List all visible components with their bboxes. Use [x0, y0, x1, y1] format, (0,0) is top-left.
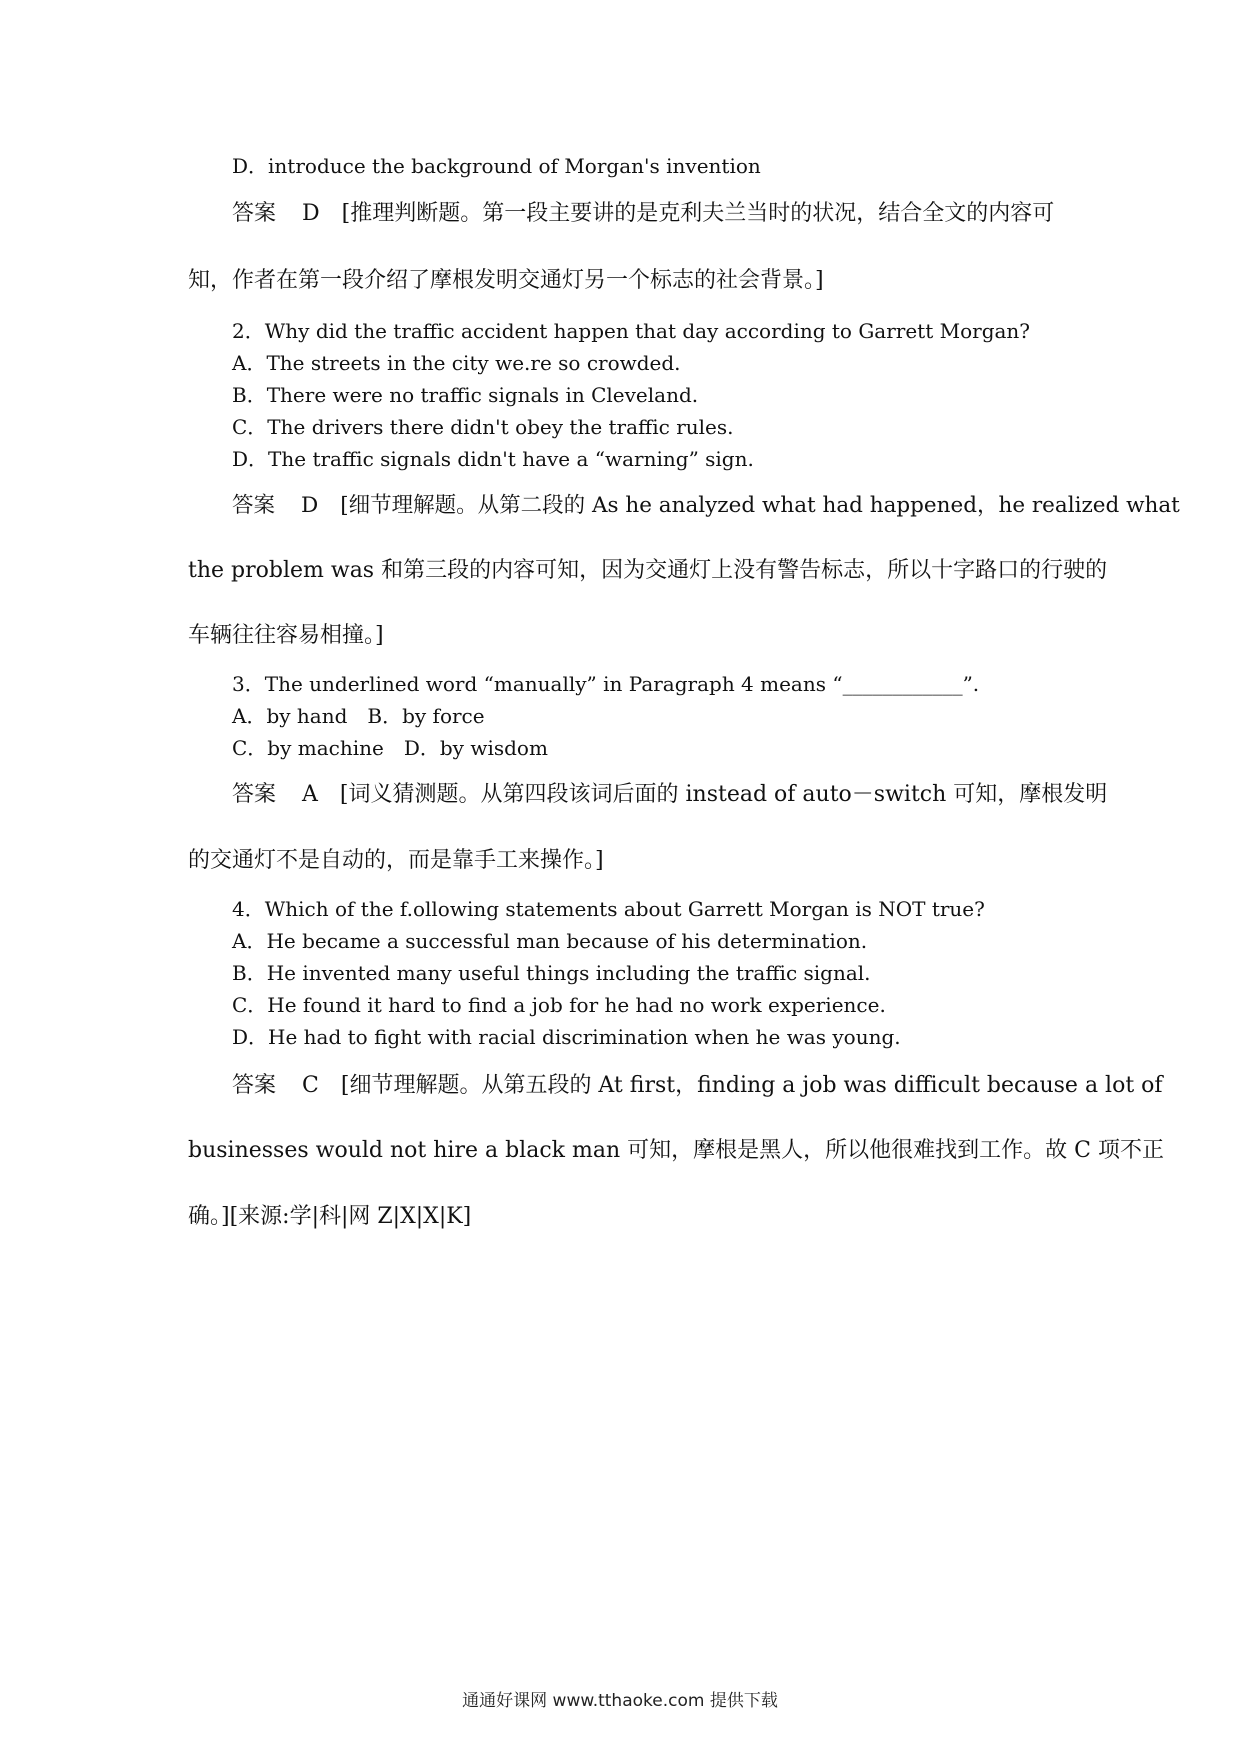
answer-explanation: [词义猜测题。从第四段该词后面的 instead of auto－switch 可知，摩根发明 [339, 782, 1108, 807]
q3-options-cd: C．by machine D．by wisdom [232, 736, 548, 760]
q4-answer-line2: businesses would not hire a black man 可知，摩根是黑人，所以他很难找到工作。故 C 项不正 [188, 1138, 1164, 1163]
q1-answer-line1 [232, 201, 1054, 227]
q2-option-a: A．The streets in the city we.re so crowded. [232, 351, 681, 375]
answer-letter: C [302, 1073, 319, 1098]
answer-explanation: [细节理解题。从第二段的 As he analyzed what had happened，he realized what [340, 493, 1180, 518]
q2-answer-line3: 车辆往往容易相撞。] [188, 623, 384, 648]
answer-tag: 答案 [232, 201, 277, 226]
q3-options-ab: A．by hand B．by force [232, 704, 485, 728]
q2-option-c: C．The drivers there didn't obey the traffic rules. [232, 415, 734, 439]
answer-tag: 答案 [232, 782, 277, 807]
q2-answer-line2: the problem was 和第三段的内容可知，因为交通灯上没有警告标志，所以十字路口的行驶的 [188, 558, 1108, 583]
q4-option-b: B．He invented many useful things including the traffic signal. [232, 961, 871, 985]
q1-answer-line2: 知，作者在第一段介绍了摩根发明交通灯另一个标志的社会背景。] [188, 268, 824, 293]
q4-answer-line3: 确。][来源:学|科|网 Z|X|X|K] [188, 1204, 472, 1229]
answer-letter: D [301, 493, 319, 518]
q3-answer-line1 [232, 782, 1107, 808]
q1-option-d: D．introduce the background of Morgan's invention [232, 154, 761, 178]
q4-option-a: A．He became a successful man because of his determination. [232, 929, 868, 953]
q4-option-d: D．He had to fight with racial discrimination when he was young. [232, 1025, 901, 1049]
q4-answer-line1 [232, 1073, 1163, 1099]
q2-option-d: D．The traffic signals didn't have a “warning” sign. [232, 447, 754, 471]
q2-stem: 2．Why did the traffic accident happen that day according to Garrett Morgan? [232, 319, 1031, 343]
q3-stem: 3．The underlined word “manually” in Paragraph 4 means “____________”. [232, 672, 980, 696]
q4-option-c: C．He found it hard to find a job for he had no work experience. [232, 993, 886, 1017]
q2-answer-line1 [232, 493, 1180, 519]
answer-tag: 答案 [232, 1073, 277, 1098]
answer-tag: 答案 [232, 493, 276, 518]
q2-option-b: B．There were no traffic signals in Cleveland. [232, 383, 699, 407]
answer-letter: A [302, 782, 318, 807]
answer-explanation: [推理判断题。第一段主要讲的是克利夫兰当时的状况，结合全文的内容可 [341, 201, 1055, 226]
page-footer: 通通好课网 www.tthaoke.com 提供下载 [462, 1691, 778, 1711]
answer-explanation: [细节理解题。从第五段的 At first，finding a job was difficult because a lot of [340, 1073, 1163, 1098]
q3-answer-line2: 的交通灯不是自动的，而是靠手工来操作。] [188, 848, 604, 873]
q4-stem: 4．Which of the f.ollowing statements about Garrett Morgan is NOT true? [232, 897, 985, 921]
answer-letter: D [302, 201, 320, 226]
